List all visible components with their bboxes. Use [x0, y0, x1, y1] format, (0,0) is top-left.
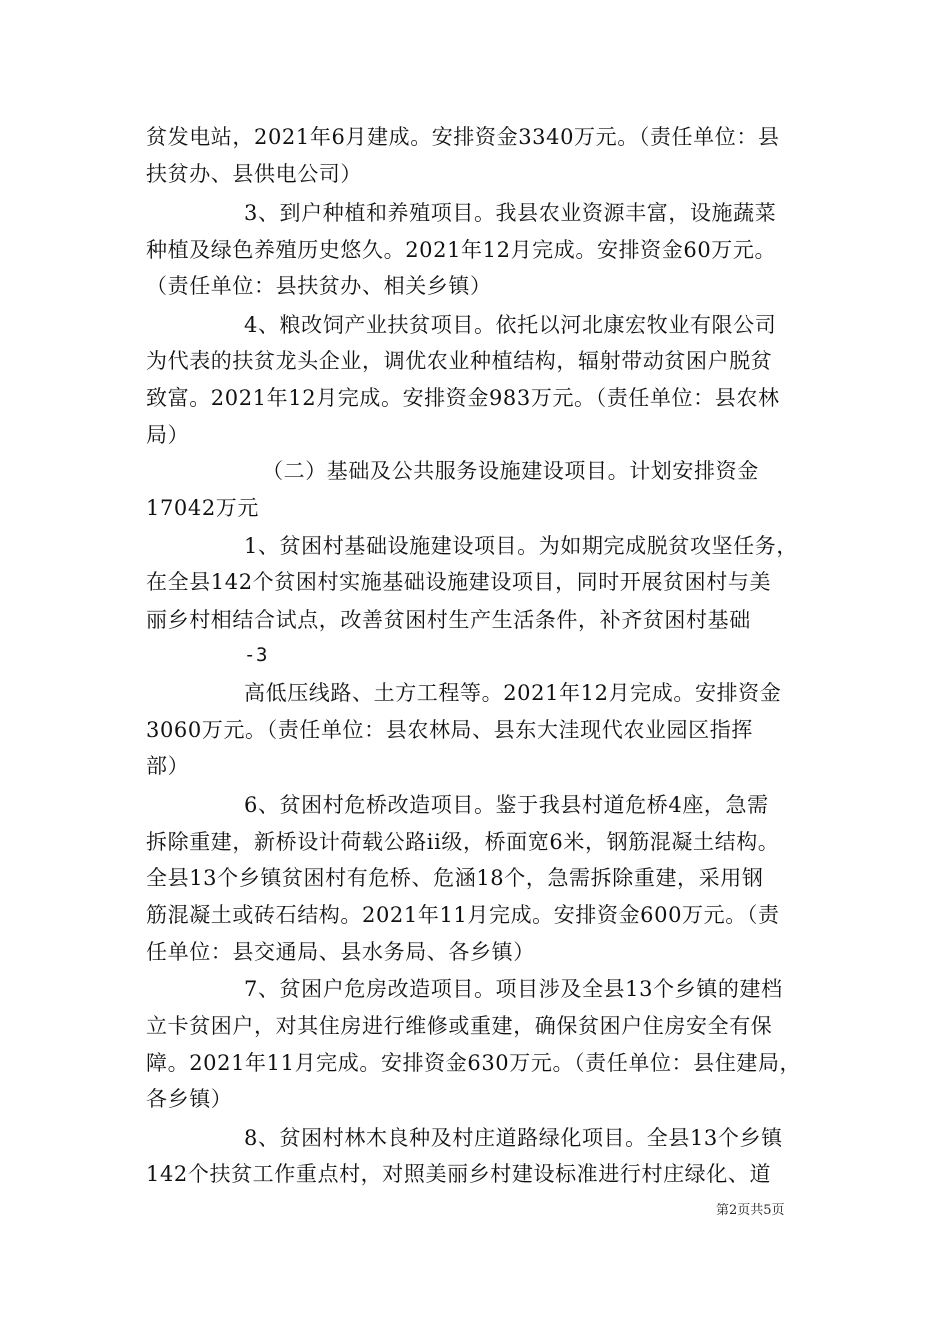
text-line: 3060万元。（责任单位：县农林局、县东大洼现代农业园区指挥: [146, 718, 753, 742]
text-line: 局）: [146, 423, 190, 447]
text-line: 筋混凝土或砖石结构。2021年11月完成。安排资金600万元。（责: [146, 903, 780, 927]
text-line: 丽乡村相结合试点，改善贫困村生产生活条件，补齐贫困村基础: [146, 608, 751, 632]
text-line: 17042万元: [146, 496, 260, 520]
text-line: 贫发电站，2021年6月建成。安排资金3340万元。（责任单位：县: [146, 125, 780, 149]
text-line: 在全县142个贫困村实施基础设施建设项目，同时开展贫困村与美: [146, 570, 772, 594]
text-line: 拆除重建，新桥设计荷载公路ii级，桥面宽6米，钢筋混凝土结构。: [146, 830, 780, 854]
text-line: 7、贫困户危房改造项目。项目涉及全县13个乡镇的建档: [244, 977, 783, 1001]
text-line: 为代表的扶贫龙头企业，调优农业种植结构，辐射带动贫困户脱贫: [146, 349, 773, 373]
text-line: （责任单位：县扶贫办、相关乡镇）: [146, 274, 492, 298]
text-line: 致富。2021年12月完成。安排资金983万元。（责任单位：县农林: [146, 386, 780, 410]
text-line: 立卡贫困户，对其住房进行维修或重建，确保贫困户住房安全有保: [146, 1014, 773, 1038]
text-line: 障。2021年11月完成。安排资金630万元。（责任单位：县住建局，: [146, 1051, 802, 1075]
text-line: 142个扶贫工作重点村，对照美丽乡村建设标准进行村庄绿化、道: [146, 1162, 772, 1186]
text-line: 4、粮改饲产业扶贫项目。依托以河北康宏牧业有限公司: [244, 313, 777, 337]
text-line: 3、到户种植和养殖项目。我县农业资源丰富，设施蔬菜: [244, 201, 777, 225]
text-line: 部）: [146, 754, 190, 778]
text-line: 各乡镇）: [146, 1087, 233, 1111]
page-footer: 第2页共5页: [716, 1203, 785, 1218]
section-heading: （二）基础及公共服务设施建设项目。计划安排资金: [262, 459, 759, 483]
text-line: 1、贫困村基础设施建设项目。为如期完成脱贫攻坚任务，: [244, 534, 798, 558]
text-line: 全县13个乡镇贫困村有危桥、危涵18个，急需拆除重建，采用钢: [146, 866, 764, 890]
text-line: 种植及绿色养殖历史悠久。2021年12月完成。安排资金60万元。: [146, 238, 777, 262]
page-marker: -3: [244, 644, 269, 666]
text-line: 扶贫办、县供电公司）: [146, 162, 362, 186]
text-line: 高低压线路、土方工程等。2021年12月完成。安排资金: [244, 681, 782, 705]
text-line: 6、贫困村危桥改造项目。鉴于我县村道危桥4座，急需: [244, 793, 769, 817]
text-line: 8、贫困村林木良种及村庄道路绿化项目。全县13个乡镇: [244, 1126, 783, 1150]
text-line: 任单位：县交通局、县水务局、各乡镇）: [146, 940, 535, 964]
